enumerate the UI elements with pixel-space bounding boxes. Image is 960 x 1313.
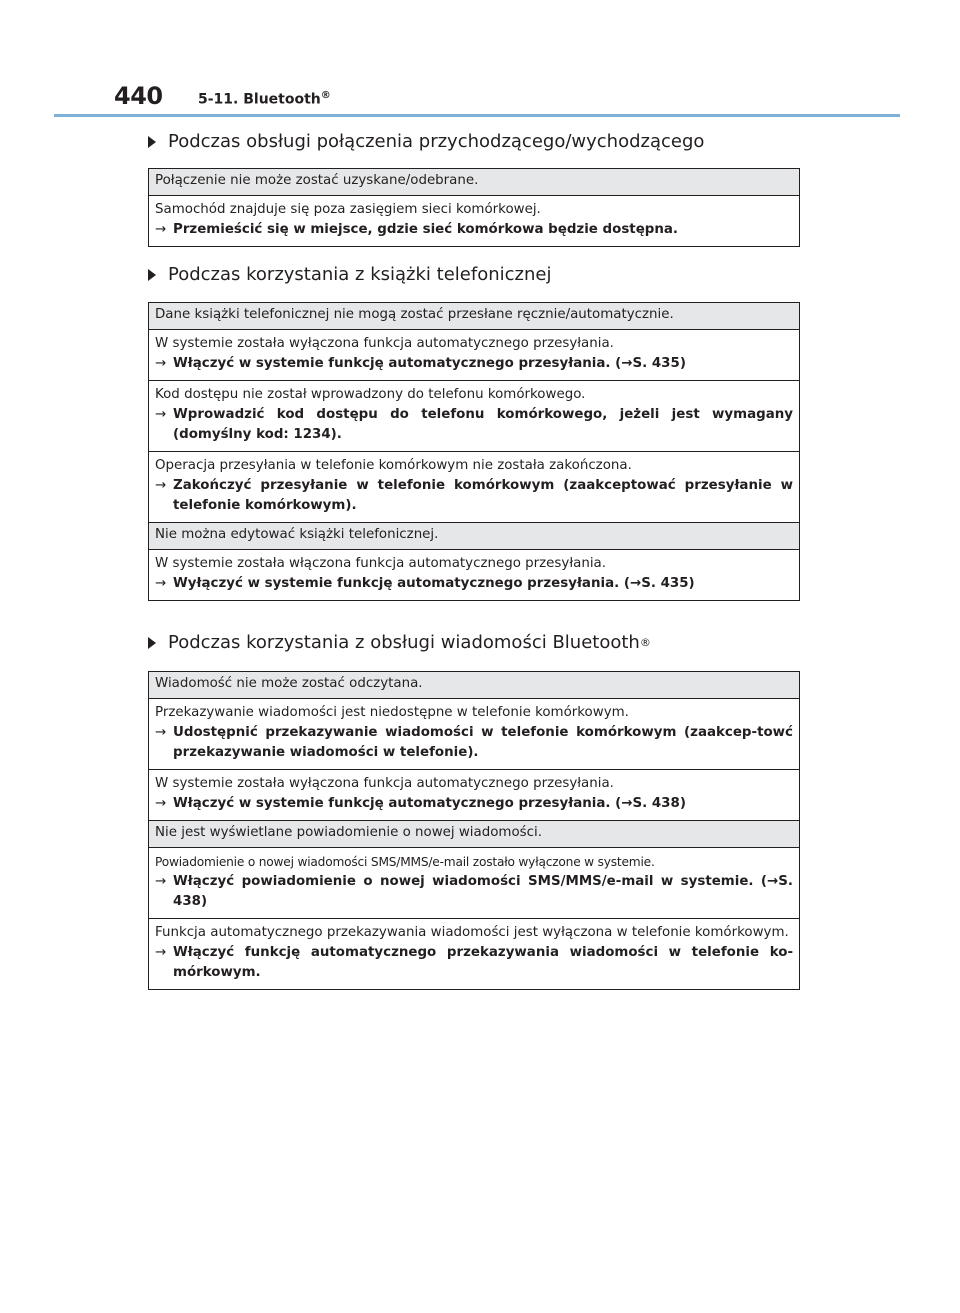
cause-text: W systemie została włączona funkcja automatycznego przesyłania. [155,556,607,571]
cause-solution-cell [149,381,800,452]
arrow-icon: → [155,356,167,371]
solution-text: Udostępnić przekazywanie wiadomości w telefonie komórkowym (zaakcep-towć przekazywanie wiadomości w telefonie). [173,725,793,760]
cause-text: W systemie została wyłączona funkcja automatycznego przesyłania. [155,776,614,791]
solution [155,574,793,594]
problem-cell: Nie można edytować książki telefonicznej. [149,523,800,550]
cause-solution-cell [149,550,800,601]
solution-text: Włączyć w systemie funkcję automatycznego przesyłania. (→S. 435) [173,356,686,371]
arrow-icon: → [155,576,167,591]
cause-text: Przekazywanie wiadomości jest niedostępne w telefonie komórkowym. [155,705,629,720]
page-number: 440 [114,82,163,110]
solution [155,354,793,374]
solution-text: Wyłączyć w systemie funkcję automatycznego przesyłania. (→S. 435) [173,576,695,591]
section-title-phonebook [148,264,551,285]
problem-cell: Połączenie nie może zostać uzyskane/odebrane. [149,169,800,196]
chapter-title [198,90,331,108]
solution-text: Wprowadzić kod dostępu do telefonu komórkowego, jeżeli jest wymagany (domyślny kod: 1234). [173,407,793,442]
solution-text: Włączyć funkcję automatycznego przekazywania wiadomości w telefonie ko-mórkowym. [173,945,793,980]
section-title-label: Podczas korzystania z książki telefonicznej [168,264,552,285]
registered-mark: ® [320,90,331,101]
triangle-bullet-icon [148,637,156,649]
solution-text: Włączyć w systemie funkcję automatycznego przesyłania. (→S. 438) [173,796,686,811]
solution-text: Włączyć powiadomienie o nowej wiadomości SMS/MMS/e-mail w systemie. (→S. 438) [173,874,793,909]
solution [155,220,793,240]
registered-mark: ® [639,636,651,649]
solution [155,723,793,763]
troubleshoot-table-calls [148,168,800,247]
arrow-icon: → [155,407,167,422]
problem-cell: Dane książki telefonicznej nie mogą zostać przesłane ręcznie/automatycznie. [149,303,800,330]
cause-text: Funkcja automatycznego przekazywania wiadomości jest wyłączona w telefonie komórkowym. [155,925,789,940]
solution [155,476,793,516]
arrow-icon: → [155,945,167,960]
solution-text: Przemieścić się w miejsce, gdzie sieć komórkowa będzie dostępna. [173,222,679,237]
section-title-label: Podczas korzystania z obsługi wiadomości Bluetooth [168,632,640,653]
cause-solution-cell [149,699,800,770]
solution [155,872,793,912]
cause-solution-cell [149,770,800,821]
cause-solution-cell [149,452,800,523]
arrow-icon: → [155,222,167,237]
problem-cell: Wiadomość nie może zostać odczytana. [149,672,800,699]
header-rule [54,114,900,117]
solution [155,943,793,983]
cause-text: Operacja przesyłania w telefonie komórkowym nie została zakończona. [155,458,632,473]
section-title-label: Podczas obsługi połączenia przychodzącego/wychodzącego [168,131,705,152]
section-title-messages [148,632,651,653]
cause-solution-cell [149,919,800,990]
solution-text: Zakończyć przesyłanie w telefonie komórkowym (zaakceptować przesyłanie w telefonie komórkowym). [173,478,793,513]
triangle-bullet-icon [148,136,156,148]
cause-text: W systemie została wyłączona funkcja automatycznego przesyłania. [155,336,614,351]
cause-text: Powiadomienie o nowej wiadomości SMS/MMS/e-mail zostało wyłączone w systemie. [155,855,655,869]
arrow-icon: → [155,478,167,493]
cause-solution-cell [149,330,800,381]
cause-text: Samochód znajduje się poza zasięgiem sieci komórkowej. [155,202,541,217]
troubleshoot-table-messages [148,671,800,990]
solution [155,405,793,445]
troubleshoot-table-phonebook [148,302,800,601]
arrow-icon: → [155,796,167,811]
cause-solution-cell [149,196,800,247]
arrow-icon: → [155,874,167,889]
triangle-bullet-icon [148,269,156,281]
cause-text: Kod dostępu nie został wprowadzony do telefonu komórkowego. [155,387,586,402]
arrow-icon: → [155,725,167,740]
cause-solution-cell [149,848,800,919]
problem-cell: Nie jest wyświetlane powiadomienie o nowej wiadomości. [149,821,800,848]
chapter-label: 5-11. Bluetooth [198,91,321,108]
solution [155,794,793,814]
section-title-calls [148,131,704,152]
